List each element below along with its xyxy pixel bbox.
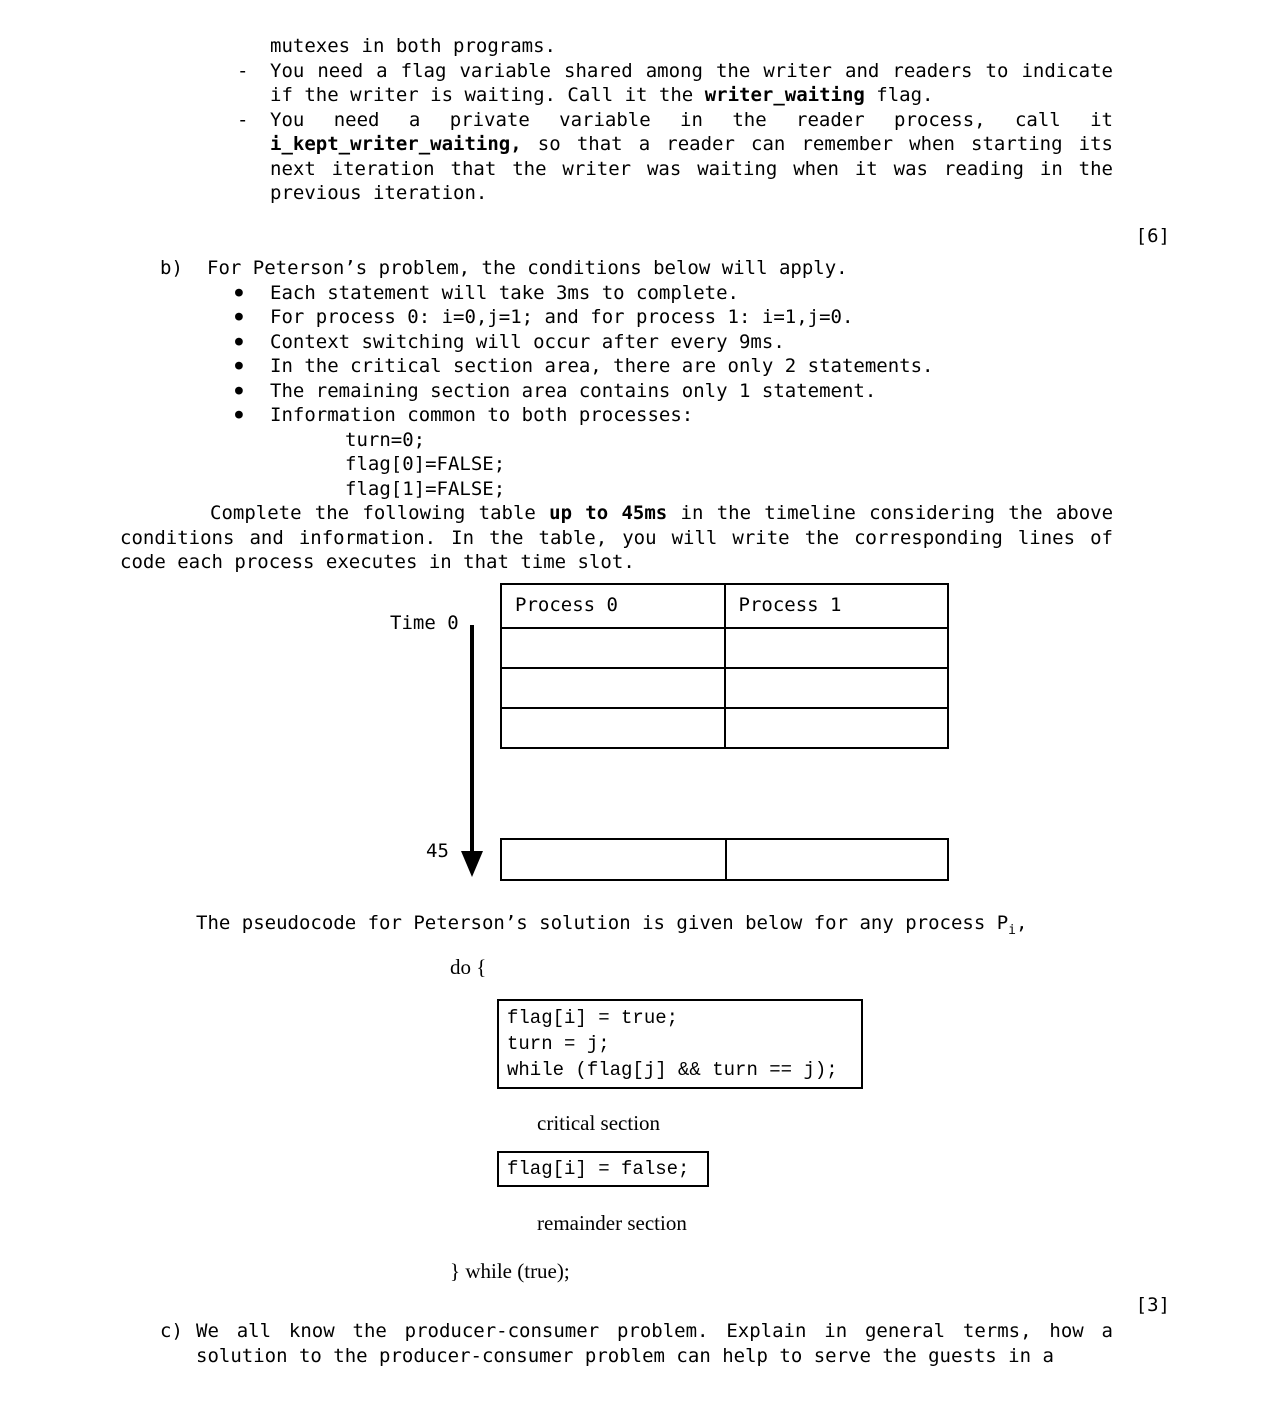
section-b (160, 256, 1113, 501)
conditions-bullet-list (233, 281, 1113, 428)
marks-6: [6] (1135, 224, 1170, 247)
table-empty-cell (501, 668, 725, 708)
bullet-text: For process 0: i=0,j=1; and for process 1: i=1,j=0. (270, 306, 854, 328)
section-b-heading (160, 256, 1113, 281)
code-line: while (flag[j] && turn == j); (507, 1058, 838, 1081)
table-empty-cell (725, 628, 949, 668)
timeline-diagram (0, 583, 1266, 883)
init-code-block (345, 428, 1113, 502)
table-empty-cell (725, 708, 949, 748)
do-open-line: do { (450, 954, 487, 979)
bullet-text: The remaining section area contains only 1 statement. (270, 379, 877, 402)
code-line: turn = j; (507, 1032, 610, 1055)
header-cell-process-1: Process 1 (725, 584, 949, 628)
intro-continuation-line: mutexes in both programs. (270, 35, 556, 57)
table-header-row (501, 584, 948, 628)
bullet-text: Each statement will take 3ms to complete. (270, 281, 739, 304)
section-c-label: c) (160, 1320, 183, 1343)
bullet-marker-icon: ● (235, 333, 243, 349)
init-code-line: turn=0; (345, 428, 426, 451)
table-empty-cell (725, 840, 948, 879)
table-empty-row (501, 628, 948, 668)
critical-section-label: critical section (537, 1110, 661, 1135)
intro-block (237, 34, 1113, 206)
complete-table-instruction: Complete the following table up to 45ms in the timeline considering the above conditions and information. In the table, you will write the corresponding lines of code each process executes in that time slot. (120, 502, 1114, 573)
exit-section-code-box (497, 1151, 709, 1187)
time-end-label: 45 (426, 839, 449, 862)
list-item-kept-writer-waiting (237, 108, 1113, 206)
bullet-marker-icon: ● (235, 407, 243, 422)
bullet-item (233, 354, 1113, 379)
dash-marker: - (237, 108, 249, 131)
table-empty-cell (501, 628, 725, 668)
time-start-label: Time 0 (390, 611, 459, 634)
entry-section-code-box (497, 999, 863, 1089)
bullet-text: Context switching will occur after every 9ms. (270, 330, 785, 353)
bullet-item (233, 305, 1113, 330)
do-close-line: } while (true); (450, 1258, 570, 1283)
list-item-text: You need a private variable in the reader process, call it i_kept_writer_waiting, so that a reader can remember when starting its next iteration that the writer was waiting when it was reading in the previous iteration. (270, 108, 1113, 204)
section-b-label: b) (160, 257, 183, 279)
arrow-head-icon (461, 851, 483, 877)
list-item-text: You need a flag variable shared among the writer and readers to indicate if the writer is waiting. Call it the writer_waiting flag. (270, 59, 1113, 106)
bullet-marker-icon: ● (235, 382, 243, 398)
table-empty-row (501, 708, 948, 748)
bullet-marker-icon: ● (235, 358, 243, 373)
bullet-item (233, 281, 1113, 306)
pseudocode-intro: The pseudocode for Peterson’s solution is given below for any process $P_i$, (196, 911, 1028, 938)
code-line: flag[i] = false; (507, 1157, 690, 1180)
timeline-arrow-line (470, 625, 474, 853)
table-empty-row (501, 668, 948, 708)
list-item-writer-waiting (237, 59, 1113, 108)
dash-marker: - (237, 59, 249, 82)
header-cell-process-0: Process 0 (501, 584, 725, 628)
bullet-marker-icon: ● (235, 284, 243, 300)
code-line: flag[i] = true; (507, 1006, 679, 1029)
bullet-text: Information common to both processes: (270, 404, 694, 426)
marks-3: [3] (1135, 1293, 1170, 1316)
bullet-marker-icon: ● (235, 309, 243, 324)
init-code-line: flag[0]=FALSE; (345, 453, 506, 475)
bullet-text: In the critical section area, there are only 2 statements. (270, 355, 934, 377)
bullet-item (233, 330, 1113, 355)
bullet-item (233, 379, 1113, 404)
table-bottom-row (500, 838, 949, 881)
table-empty-cell (501, 708, 725, 748)
section-c-text: We all know the producer-consumer problem. Explain in general terms, how a solution to the producer-consumer problem can help to serve the guests in a (196, 1320, 1113, 1367)
table-empty-cell (502, 840, 725, 879)
process-table (500, 583, 949, 749)
init-code-line: flag[1]=FALSE; (345, 477, 506, 500)
remainder-section-label: remainder section (537, 1210, 687, 1235)
section-b-heading-text: For Peterson’s problem, the conditions below will apply. (207, 257, 848, 279)
bullet-item (233, 403, 1113, 428)
table-empty-cell (725, 668, 949, 708)
section-c (160, 1319, 1113, 1368)
